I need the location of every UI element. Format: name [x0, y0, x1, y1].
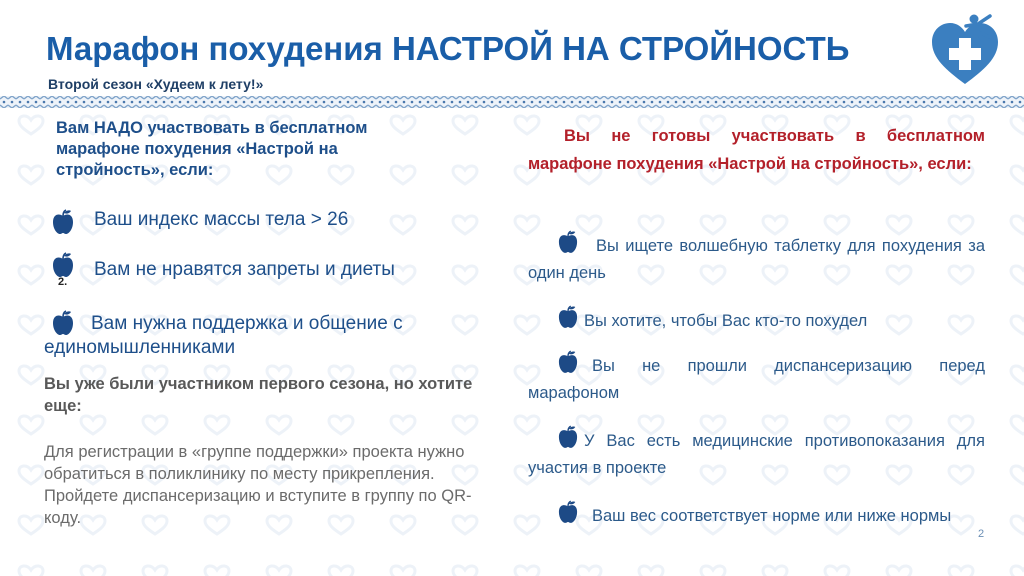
left-item-text: Вам не нравятся запреты и диеты	[94, 259, 395, 280]
page-title: Марафон похудения НАСТРОЙ НА СТРОЙНОСТЬ	[46, 30, 850, 67]
apple-icon	[558, 230, 578, 254]
right-item-text: У Вас есть медицинские противопоказания для участия в проекте	[528, 432, 985, 477]
right-list-item	[528, 350, 985, 407]
right-heading	[528, 122, 985, 178]
left-list-item	[44, 312, 464, 360]
right-item-text: Вы ищете волшебную таблетку для похудения за один день	[528, 237, 985, 282]
left-heading: Вам НАДО участвовать в бесплатном марафоне похудения «Настрой на стройность», если:	[56, 119, 368, 179]
right-item-text: Вы не прошли диспансеризацию перед марафоном	[528, 357, 985, 402]
decorative-border	[0, 96, 1024, 108]
right-item-text: Ваш вес соответствует норме или ниже нормы	[592, 507, 952, 525]
apple-icon	[52, 209, 74, 235]
apple-icon	[52, 310, 74, 336]
apple-icon	[52, 252, 74, 278]
right-item-text: Вы хотите, чтобы Вас кто-то похудел	[584, 312, 868, 330]
right-list-item	[528, 500, 985, 530]
apple-icon	[558, 425, 578, 449]
right-heading-text: Вы не готовы участвовать в бесплатном марафоне похудения «Настрой на стройность», если:	[528, 127, 985, 173]
right-list-item	[528, 425, 985, 482]
stray-list-number: 2.	[58, 276, 68, 288]
returning-participant-question: Вы уже были участником первого сезона, но хотите еще:	[44, 375, 473, 415]
heart-cross-logo-icon	[926, 10, 1004, 90]
left-list-item	[52, 258, 472, 282]
left-item-text: Вам нужна поддержка и общение с единомышленниками	[44, 313, 403, 358]
right-list-item	[528, 305, 985, 335]
left-list-item	[52, 208, 452, 232]
page-number: 2	[978, 528, 985, 540]
apple-icon	[558, 350, 578, 374]
right-list-item	[528, 230, 985, 287]
left-item-text: Ваш индекс массы тела > 26	[94, 209, 349, 230]
registration-instructions: Для регистрации в «группе поддержки» проекта нужно обратиться в поликлинику по месту прикрепления. Пройдете диспансеризацию и вступите в группу по QR-коду.	[44, 443, 472, 527]
apple-icon	[558, 500, 578, 524]
apple-icon	[558, 305, 578, 329]
page-subtitle: Второй сезон «Худеем к лету!»	[48, 76, 264, 92]
